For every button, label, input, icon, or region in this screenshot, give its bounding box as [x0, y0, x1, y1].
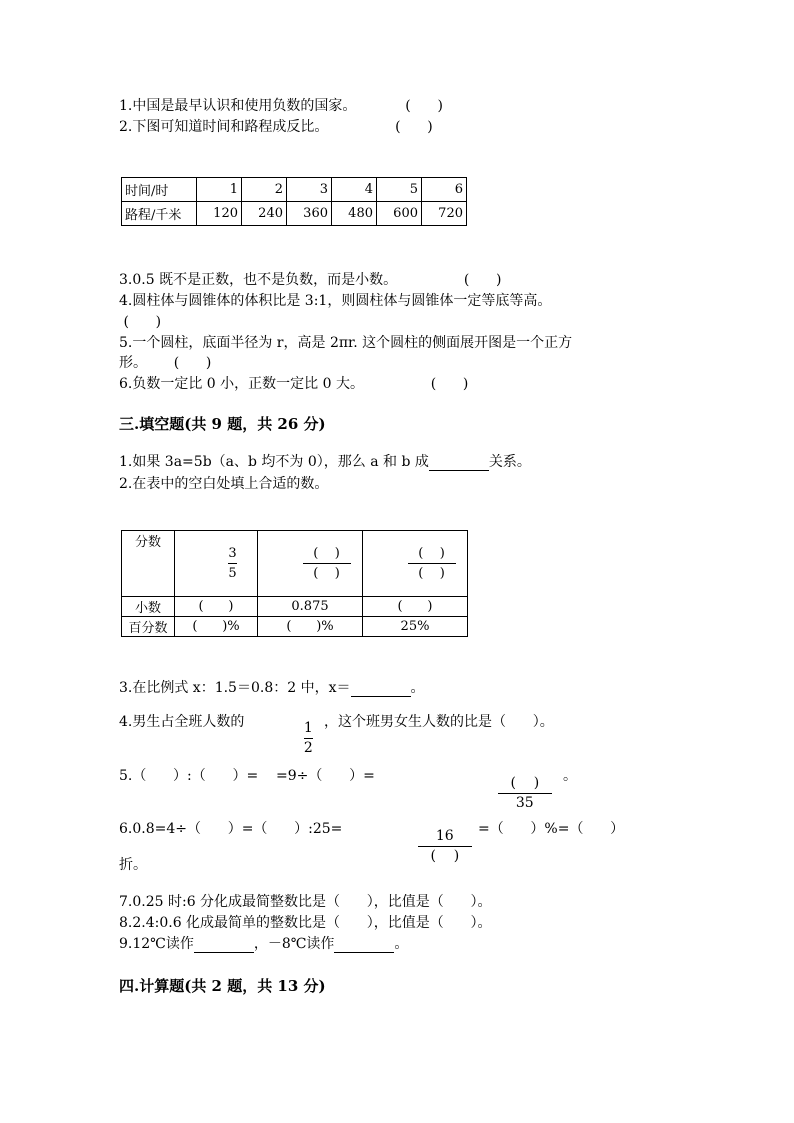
blank-fraction[interactable]	[408, 546, 456, 581]
answer-blank[interactable]	[429, 456, 489, 471]
section-4-title: 四.计算题(共 2 题，共 13 分)	[119, 977, 326, 995]
frac-den: ( )	[418, 566, 445, 581]
frac-den: ( )	[313, 566, 340, 581]
table-cell: 480	[332, 202, 377, 226]
frac-num: 3	[228, 546, 237, 561]
table-cell	[175, 531, 258, 597]
frac-num: ( )	[510, 775, 540, 791]
table-row	[122, 617, 468, 637]
table-cell[interactable]: ( )%	[258, 617, 363, 637]
table-cell[interactable]	[363, 531, 468, 597]
table-cell: 0.875	[258, 597, 363, 617]
table-row	[122, 597, 468, 617]
table-cell: 3	[287, 178, 332, 202]
judge-q5-line2: 形。 ( )	[119, 355, 212, 371]
table-row	[122, 202, 467, 226]
fill-q7: 7.0.25 时:6 分化成最简整数比是（ ），比值是（ ）。	[119, 894, 492, 910]
fill-q3-text: 3.在比例式 x：1.5＝0.8：2 中，x＝	[119, 680, 351, 696]
fill-q9-text: 9.12℃读作	[119, 936, 194, 952]
fill-q9	[119, 935, 408, 953]
fill-q4-text: 4.男生占全班人数的	[119, 714, 245, 730]
fill-q1-tail: 关系。	[488, 454, 531, 470]
frac-num: ( )	[313, 546, 340, 561]
judge-q4: 4.圆柱体与圆锥体的体积比是 3:1，则圆柱体与圆锥体一定等底等高。	[119, 293, 552, 309]
fill-q3-tail: 。	[410, 680, 425, 696]
frac-den: 2	[303, 740, 313, 756]
judge-q4-paren: ( )	[119, 314, 162, 330]
frac-num: 1	[303, 720, 313, 736]
judge-q5-line1: 5.一个圆柱，底面半径为 r，高是 2πr. 这个圆柱的侧面展开图是一个正方	[119, 335, 573, 351]
blank-fraction[interactable]	[303, 546, 351, 581]
time-distance-table	[121, 177, 467, 226]
table-cell[interactable]	[258, 531, 363, 597]
fill-q3	[119, 679, 425, 697]
table-cell: 600	[377, 202, 422, 226]
table-cell: 4	[332, 178, 377, 202]
judge-q3: 3.0.5 既不是正数，也不是负数，而是小数。 ( )	[119, 272, 502, 288]
table-cell: 百分数	[122, 617, 175, 637]
frac-den: ( )	[430, 848, 460, 864]
table-row	[122, 531, 468, 597]
answer-blank[interactable]	[351, 682, 411, 697]
table-cell: 小数	[122, 597, 175, 617]
fill-q2: 2.在表中的空白处填上合适的数。	[119, 476, 329, 492]
judge-q1: 1.中国是最早认识和使用负数的国家。 ( )	[119, 98, 443, 114]
table-cell: 360	[287, 202, 332, 226]
table-cell: 720	[422, 202, 467, 226]
answer-blank[interactable]	[194, 938, 254, 953]
fill-q9-mid: ，－8℃读作	[253, 936, 335, 952]
table-cell[interactable]: ( )	[175, 597, 258, 617]
fill-q6-tail: =（ ）%=（ ）	[478, 821, 625, 837]
table-cell: 6	[422, 178, 467, 202]
table-cell: 分数	[122, 531, 175, 597]
fraction-3-5	[228, 546, 236, 581]
table-cell: 2	[242, 178, 287, 202]
table-cell: 时间/时	[122, 178, 197, 202]
fill-q6-fraction	[400, 812, 472, 880]
fill-q5-text: 5.（ ）:（ ）= =9÷（ ）=	[119, 768, 375, 784]
table-row	[122, 178, 467, 202]
answer-blank[interactable]	[334, 938, 394, 953]
table-cell: 120	[197, 202, 242, 226]
fill-q4-fraction	[286, 704, 313, 772]
fill-q6-end: 折。	[119, 857, 147, 873]
fraction-1-2	[304, 721, 313, 756]
fill-q4-tail: ，这个班男女生人数的比是（ ）。	[324, 714, 554, 730]
table-cell: 路程/千米	[122, 202, 197, 226]
fill-q9-tail: 。	[394, 936, 409, 952]
blank-fraction[interactable]	[498, 776, 552, 811]
fraction-table	[121, 530, 468, 637]
table-cell: 1	[197, 178, 242, 202]
frac-den: 35	[515, 795, 534, 811]
fill-q8: 8.2.4:0.6 化成最简单的整数比是（ ），比值是（ ）。	[119, 915, 492, 931]
frac-den: 5	[228, 566, 237, 581]
blank-fraction[interactable]	[418, 829, 472, 864]
table-cell: 5	[377, 178, 422, 202]
fill-q1	[119, 453, 531, 471]
fill-q6-text: 6.0.8=4÷（ ）=（ ）:25=	[119, 821, 343, 837]
fill-q5-tail: 。	[563, 768, 577, 784]
table-cell[interactable]: ( )%	[175, 617, 258, 637]
judge-q6: 6.负数一定比 0 小，正数一定比 0 大。 ( )	[119, 376, 469, 392]
frac-num: 16	[435, 828, 454, 844]
table-cell[interactable]: ( )	[363, 597, 468, 617]
table-cell: 25%	[363, 617, 468, 637]
table-cell: 240	[242, 202, 287, 226]
section-3-title: 三.填空题(共 9 题，共 26 分)	[119, 415, 326, 433]
judge-q2: 2.下图可知道时间和路程成反比。 ( )	[119, 119, 433, 135]
fill-q1-text: 1.如果 3a=5b（a、b 均不为 0），那么 a 和 b 成	[119, 454, 429, 470]
frac-num: ( )	[418, 546, 445, 561]
fill-q5-fraction	[480, 759, 552, 827]
